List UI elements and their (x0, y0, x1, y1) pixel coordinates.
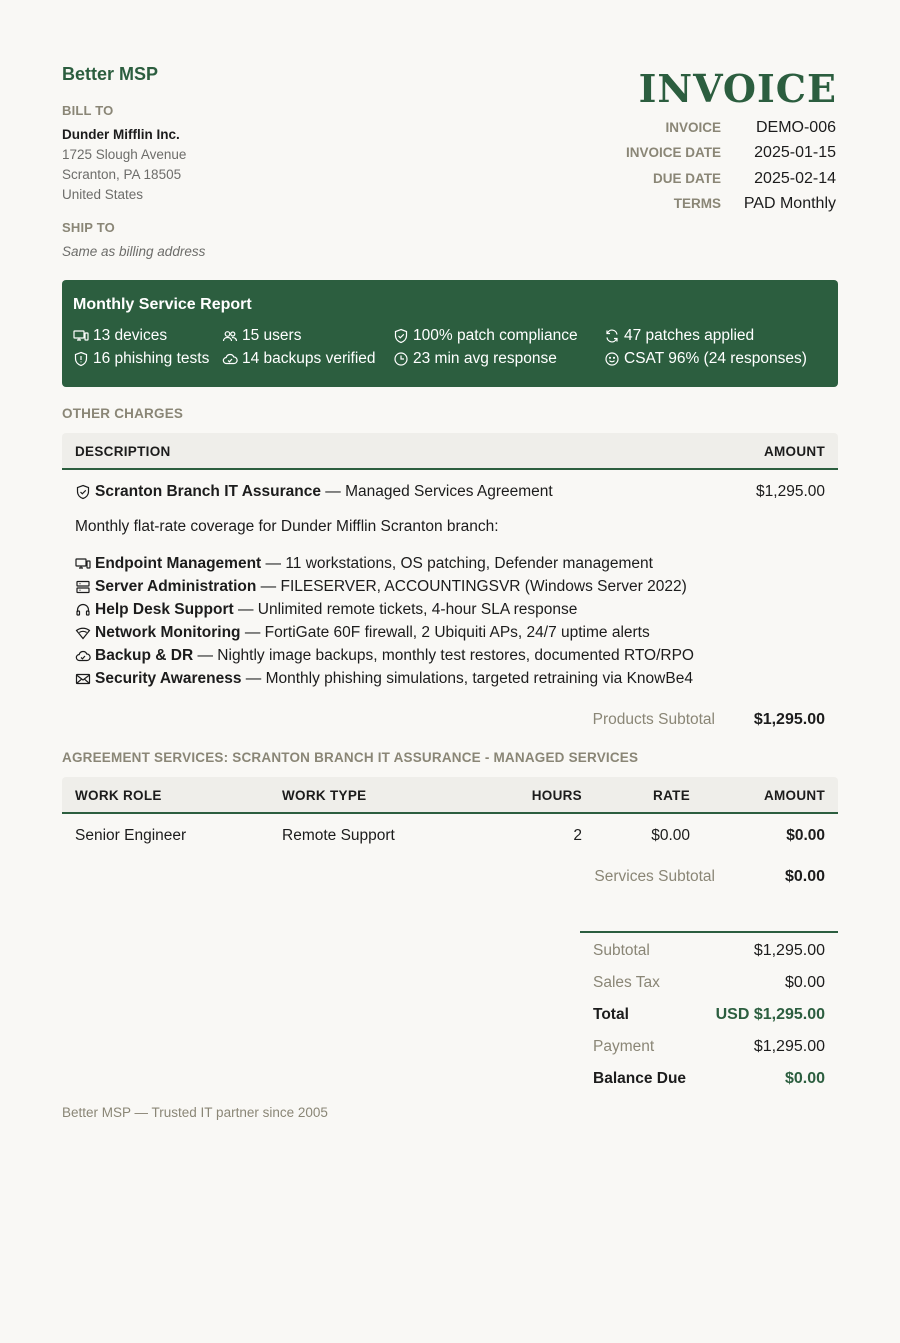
bullet-backup-dr (75, 647, 694, 665)
cell-work-type: Remote Support (282, 827, 395, 844)
stat-patch-compliance (393, 327, 578, 345)
clock-icon (393, 351, 409, 367)
cell-hours: 2 (573, 827, 582, 844)
services-subtotal-label: Services Subtotal (594, 868, 715, 885)
bullet-security-awareness (75, 670, 693, 688)
bullet-text: — 11 workstations, OS patching, Defender management (261, 555, 653, 572)
totals-balance-value: $0.00 (784, 1070, 825, 1087)
stat-text: 47 patches applied (624, 327, 755, 344)
meta-value: PAD Monthly (743, 195, 836, 212)
cell-rate: $0.00 (651, 827, 690, 844)
stat-patches-applied (604, 327, 754, 345)
meta-row-due-date (536, 170, 836, 192)
stat-text: 14 backups verified (242, 350, 376, 367)
bill-to-name: Dunder Mifflin Inc. (62, 127, 180, 142)
totals-tax-value: $0.00 (784, 974, 825, 991)
bill-to-address-line2: Scranton, PA 18505 (62, 167, 182, 182)
smiley-icon (604, 351, 620, 367)
meta-key: TERMS (673, 196, 721, 211)
refresh-icon (604, 328, 620, 344)
meta-key: INVOICE (665, 120, 721, 135)
stat-text: CSAT 96% (24 responses) (624, 350, 807, 367)
bill-to-label: BILL TO (62, 103, 114, 118)
stat-devices (73, 327, 167, 345)
bullet-text: — FortiGate 60F firewall, 2 Ubiquiti APs, 24/7 uptime alerts (240, 624, 650, 641)
stat-phishing-tests (73, 350, 209, 368)
totals-tax-label: Sales Tax (593, 974, 660, 991)
bullet-server-administration (75, 578, 687, 596)
meta-key: DUE DATE (652, 171, 721, 186)
stat-users (222, 327, 301, 345)
charge-item-amount: $1,295.00 (756, 483, 825, 500)
cell-amount: $0.00 (786, 827, 825, 844)
meta-row-invoice-date (536, 144, 836, 166)
totals-total-value: USD $1,295.00 (715, 1006, 825, 1023)
bullet-endpoint-management (75, 555, 653, 573)
shield-icon (73, 351, 89, 367)
meta-value: 2025-02-14 (754, 170, 836, 187)
charge-item (75, 483, 553, 501)
mail-icon (75, 671, 91, 687)
cloud-icon (75, 648, 91, 664)
wifi-icon (75, 625, 91, 641)
brand-name: Better MSP (62, 64, 159, 84)
footer-tagline: Better MSP — Trusted IT partner since 2005 (62, 1105, 328, 1120)
cloud-icon (222, 351, 238, 367)
col-work-type: WORK TYPE (282, 788, 367, 803)
monthly-service-report (62, 280, 838, 387)
stat-text: 15 users (242, 327, 302, 344)
totals-payment-value: $1,295.00 (753, 1038, 825, 1055)
totals-total-label: Total (593, 1006, 629, 1023)
stat-text: 100% patch compliance (413, 327, 578, 344)
other-charges-table-header (62, 433, 838, 470)
devices-icon (75, 556, 91, 572)
totals-subtotal-label: Subtotal (593, 942, 650, 959)
totals-payment-row (580, 1038, 838, 1062)
bill-to-country: United States (62, 187, 144, 202)
totals-subtotal-row (580, 942, 838, 966)
bullet-help-desk-support (75, 601, 577, 619)
col-rate: RATE (653, 788, 690, 803)
bullet-title: Backup & DR (95, 647, 194, 664)
stat-text: 23 min avg response (413, 350, 557, 367)
charge-intro: Monthly flat-rate coverage for Dunder Mifflin Scranton branch: (75, 518, 499, 535)
bullet-title: Network Monitoring (95, 624, 241, 641)
meta-value: 2025-01-15 (754, 144, 836, 161)
ship-to-label: SHIP TO (62, 220, 115, 235)
headset-icon (75, 602, 91, 618)
agreement-table-header (62, 777, 838, 814)
bullet-title: Endpoint Management (95, 555, 262, 572)
bullet-title: Server Administration (95, 578, 257, 595)
bullet-text: — Unlimited remote tickets, 4-hour SLA response (233, 601, 578, 618)
col-description: DESCRIPTION (75, 444, 171, 459)
meta-row-terms (536, 195, 836, 217)
other-charges-label: OTHER CHARGES (62, 406, 184, 421)
stat-text: 16 phishing tests (93, 350, 210, 367)
meta-key: INVOICE DATE (625, 145, 721, 160)
invoice-title: INVOICE (638, 66, 837, 111)
totals-payment-label: Payment (593, 1038, 655, 1055)
meta-value: DEMO-006 (755, 119, 836, 136)
stat-text: 13 devices (93, 327, 168, 344)
stat-csat (604, 350, 807, 368)
users-icon (222, 328, 238, 344)
services-subtotal-value: $0.00 (784, 868, 825, 885)
stat-avg-response (393, 350, 557, 368)
bullet-title: Security Awareness (95, 670, 242, 687)
products-subtotal-label: Products Subtotal (592, 711, 715, 728)
bullet-text: — Monthly phishing simulations, targeted retraining via KnowBe4 (241, 670, 693, 687)
totals-balance-label: Balance Due (593, 1070, 687, 1087)
devices-icon (73, 328, 89, 344)
col-hours: HOURS (531, 788, 582, 803)
ship-to-note: Same as billing address (62, 244, 206, 259)
bullet-text: — FILESERVER, ACCOUNTINGSVR (Windows Server 2022) (256, 578, 687, 595)
report-title: Monthly Service Report (73, 296, 252, 313)
col-work-role: WORK ROLE (75, 788, 162, 803)
col-amount: AMOUNT (763, 444, 825, 459)
cell-work-role: Senior Engineer (75, 827, 187, 844)
totals-total-row (580, 1006, 838, 1030)
charge-item-title: Scranton Branch IT Assurance (95, 483, 321, 500)
totals-balance-row (580, 1070, 838, 1094)
meta-row-invoice-number (536, 119, 836, 141)
shield-check-icon (75, 484, 91, 500)
stat-backups-verified (222, 350, 376, 368)
charge-item-subtitle: — Managed Services Agreement (320, 483, 553, 500)
shield-check-icon (393, 328, 409, 344)
bullet-network-monitoring (75, 624, 650, 642)
products-subtotal-value: $1,295.00 (753, 711, 825, 728)
bill-to-address-line1: 1725 Slough Avenue (62, 147, 187, 162)
bullet-title: Help Desk Support (95, 601, 234, 618)
server-icon (75, 579, 91, 595)
totals-tax-row (580, 974, 838, 998)
col-amount: AMOUNT (763, 788, 825, 803)
totals-summary (580, 931, 838, 1087)
totals-subtotal-value: $1,295.00 (753, 942, 825, 959)
bullet-text: — Nightly image backups, monthly test restores, documented RTO/RPO (193, 647, 694, 664)
agreement-services-label: AGREEMENT SERVICES: SCRANTON BRANCH IT ASSURANCE - MANAGED SERVICES (62, 750, 639, 765)
